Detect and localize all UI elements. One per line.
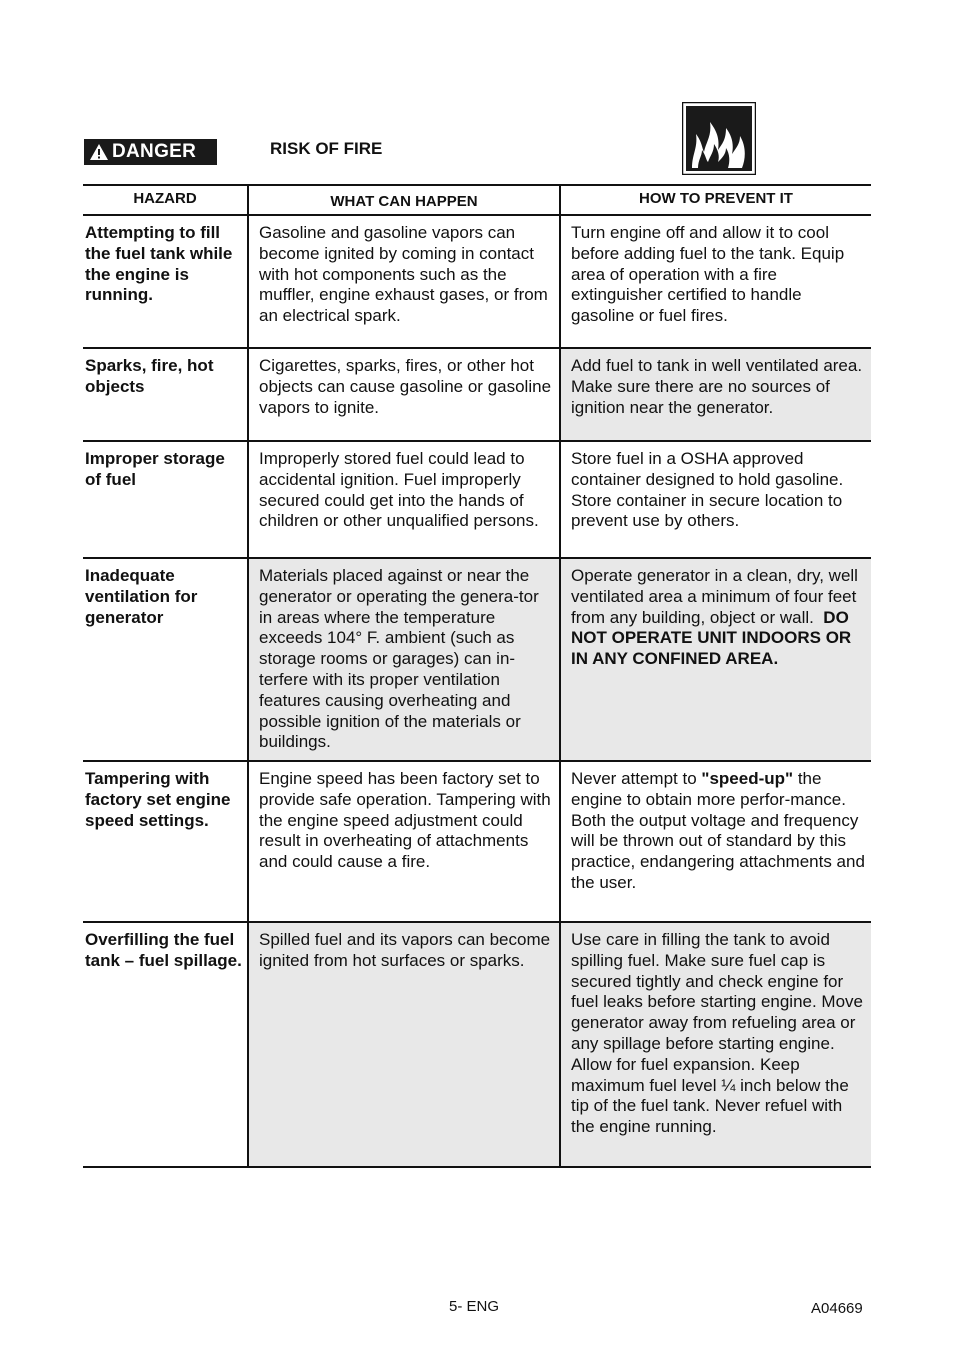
danger-badge [84,139,217,165]
column-header-what-can-happen: WHAT CAN HAPPEN [248,185,560,215]
prevention-text-pre: Never attempt to [571,769,697,788]
page-title: RISK OF FIRE [270,139,383,158]
prevention-cell: Use care in filling the tank to avoid spilling fuel. Make sure fuel cap is secured tightly and check engine for fuel leaks before starting engine. Move generator away from refueling area or any spillage before starting engine. Allow for fuel expansion. Keep maximum fuel level ¼ inch below the tip of the fuel tank. Never refuel with the engine running. [560,922,871,1167]
fire-flames-icon [682,102,756,175]
warning-triangle-icon [89,143,109,161]
danger-label: DANGER [112,141,197,162]
prevention-bold-term: "speed-up" [701,769,794,788]
what-can-happen-cell: Cigarettes, sparks, fires, or other hot objects can cause gasoline or gasoline vapors to ignite. [248,348,560,441]
document-code: A04669 [811,1300,863,1317]
prevention-cell [560,761,871,922]
hazard-cell: Sparks, fire, hot objects [83,348,248,441]
what-can-happen-cell: Materials placed against or near the generator or operating the genera-tor in areas where the temperature exceeds 104° F. ambient (such as storage rooms or garages) can in-terfere with its proper ventilation features causing overheating and possible ignition of the materials or buildings. [248,558,560,761]
table-row [83,558,871,761]
prevention-cell: Add fuel to tank in well ventilated area. Make sure there are no sources of ignition near the generator. [560,348,871,441]
prevention-cell: Turn engine off and allow it to cool before adding fuel to the tank. Equip area of operation with a fire extinguisher certified to handle gasoline or fuel fires. [560,215,871,348]
table-row [83,761,871,922]
what-can-happen-cell: Engine speed has been factory set to provide safe operation. Tampering with the engine speed adjustment could result in overheating of attachments and could cause a fire. [248,761,560,922]
what-can-happen-cell: Gasoline and gasoline vapors can become ignited by coming in contact with hot components such as the muffler, engine exhaust gases, or from an electrical spark. [248,215,560,348]
hazard-cell: Inadequate ventilation for generator [83,558,248,761]
prevention-cell [560,558,871,761]
prevention-cell: Store fuel in a OSHA approved container designed to hold gasoline. Store container in secure location to prevent use by others. [560,441,871,558]
prevention-text: Operate generator in a clean, dry, well ventilated area a minimum of four feet from any building, object or wall. [571,566,858,627]
table-row [83,215,871,348]
prevention-text-post: the engine to obtain more perfor-mance. Both the output voltage and frequency will be thrown out of standard by this practice, endangering attachments and the user. [571,769,865,892]
hazard-cell: Attempting to fill the fuel tank while the engine is running. [83,215,248,348]
what-can-happen-cell: Improperly stored fuel could lead to accidental ignition. Fuel improperly secured could get into the hands of children or other unqualified persons. [248,441,560,558]
table-row [83,348,871,441]
prevention-warning-bold: DO NOT OPERATE UNIT INDOORS OR IN ANY CONFINED AREA. [571,607,852,669]
table-header-row [83,185,871,215]
column-header-how-to-prevent: HOW TO PREVENT IT [560,185,871,215]
hazard-cell: Overfilling the fuel tank – fuel spillage. [83,922,248,1167]
hazard-table [83,184,871,1168]
hazard-cell: Improper storage of fuel [83,441,248,558]
page-number: 5- ENG [449,1298,500,1315]
table-row [83,441,871,558]
column-header-hazard: HAZARD [83,185,248,215]
hazard-cell: Tampering with factory set engine speed settings. [83,761,248,922]
what-can-happen-cell: Spilled fuel and its vapors can become ignited from hot surfaces or sparks. [248,922,560,1167]
table-row [83,922,871,1167]
